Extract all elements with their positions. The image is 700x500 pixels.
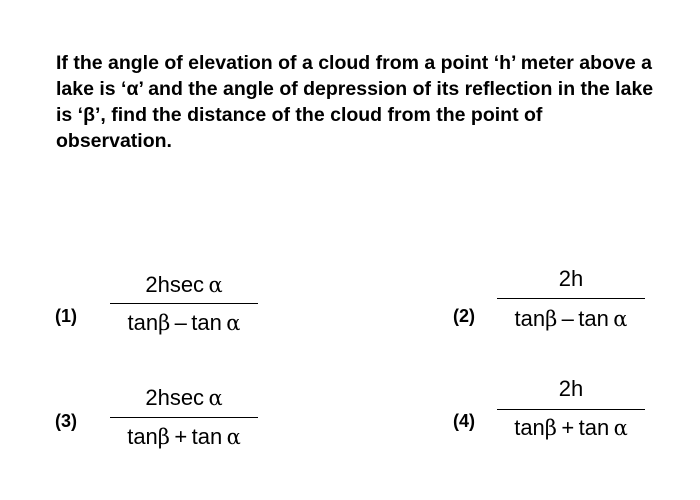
denominator-variable-1: β: [544, 416, 557, 440]
fraction-bar: [110, 303, 258, 304]
denominator-function-2: tan: [578, 306, 609, 331]
numerator-coefficient: 2h: [145, 272, 170, 297]
denominator-function-2: tan: [191, 310, 222, 335]
denominator: [497, 306, 645, 332]
denominator: [110, 310, 258, 336]
denominator-variable-2: α: [226, 425, 241, 449]
option-number: (2): [453, 306, 475, 326]
denominator-function-1: tan: [127, 424, 158, 449]
denominator-variable-1: β: [157, 425, 170, 449]
option-number: (4): [453, 411, 475, 431]
fraction: [497, 262, 645, 342]
numerator: [497, 376, 645, 402]
denominator-function-1: tan: [514, 415, 545, 440]
numerator: [110, 272, 258, 298]
numerator-coefficient: 2h: [558, 266, 584, 291]
numerator: [497, 266, 645, 292]
question-text: If the angle of elevation of a cloud from a point ‘h’ meter above a lake is ‘α’ and the angle of depression of its reflection in the lake is ‘β’, find the distance of the cloud from the point of observation.: [56, 52, 654, 152]
denominator-function-2: tan: [578, 415, 610, 440]
denominator-operator: +: [174, 424, 188, 449]
numerator-function: sec: [169, 385, 205, 410]
denominator-operator: –: [561, 306, 574, 331]
denominator-variable-2: α: [226, 311, 241, 335]
fraction: [110, 268, 258, 342]
denominator-function-2: tan: [191, 424, 223, 449]
denominator: [110, 424, 258, 450]
fraction: [110, 382, 258, 456]
denominator-function-1: tan: [514, 306, 546, 331]
denominator-variable-1: β: [158, 311, 171, 335]
numerator-variable: α: [208, 386, 223, 410]
denominator-variable-2: α: [613, 307, 628, 331]
denominator: [497, 415, 645, 441]
option-number: (1): [55, 306, 77, 326]
denominator-variable-1: β: [545, 307, 558, 331]
numerator-function: sec: [169, 272, 205, 297]
denominator-operator: –: [174, 310, 187, 335]
denominator-operator: +: [561, 415, 575, 440]
numerator-coefficient: 2h: [558, 376, 584, 401]
fraction-bar: [110, 417, 258, 418]
fraction-bar: [497, 298, 645, 299]
numerator-coefficient: 2h: [145, 385, 170, 410]
fraction: [497, 373, 645, 453]
denominator-function-1: tan: [127, 310, 159, 335]
numerator-variable: α: [208, 273, 223, 297]
denominator-variable-2: α: [613, 416, 628, 440]
numerator: [110, 385, 258, 411]
fraction-bar: [497, 409, 645, 410]
option-number: (3): [55, 411, 77, 431]
